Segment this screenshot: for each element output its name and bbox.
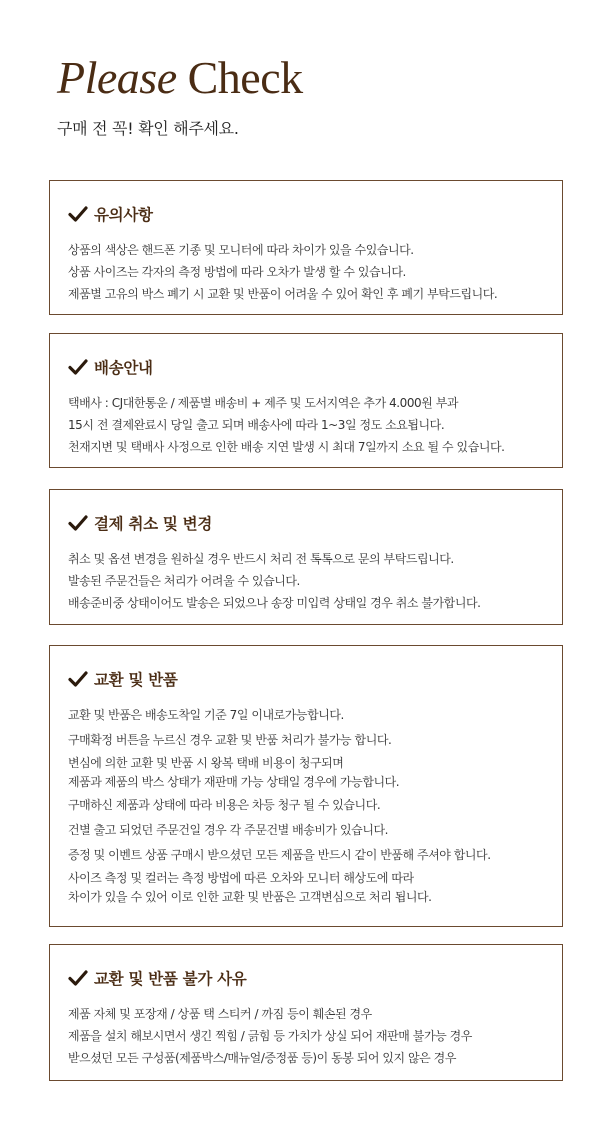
page-subtitle: 구매 전 꼭! 확인 해주세요.: [57, 119, 239, 138]
section-no-return: [49, 944, 563, 1081]
section-line: 구매확정 버튼을 누르신 경우 교환 및 반품 처리가 불가능 합니다.: [68, 733, 392, 747]
section-notes: [49, 180, 563, 315]
section-title: 교환 및 반품: [94, 671, 178, 689]
section-line: 상품의 색상은 핸드폰 기종 및 모니터에 따라 차이가 있을 수있습니다.: [68, 243, 414, 257]
section-title: 교환 및 반품 불가 사유: [94, 970, 247, 988]
section-line: 변심에 의한 교환 및 반품 시 왕복 택배 비용이 청구되며 제품과 제품의 박스 상태가 재판매 가능 상태일 경우에 가능합니다.: [68, 756, 400, 789]
page-title-italic: Please: [57, 52, 177, 103]
section-line: 배송준비중 상태이어도 발송은 되었으나 송장 미입력 상태일 경우 취소 불가합니다.: [68, 596, 481, 610]
section-header: [68, 512, 544, 534]
section-header: [68, 668, 544, 690]
section-line: 구매하신 제품과 상태에 따라 비용은 차등 청구 될 수 있습니다.: [68, 798, 381, 812]
section-line: 증정 및 이벤트 상품 구매시 받으셨던 모든 제품을 반드시 같이 반품해 주셔야 합니다.: [68, 848, 491, 862]
check-icon: [68, 204, 88, 224]
section-line: 천재지변 및 택배사 사정으로 인한 배송 지연 발생 시 최대 7일까지 소요 될 수 있습니다.: [68, 440, 505, 454]
section-line: 제품을 설치 해보시면서 생긴 찍힘 / 긁힘 등 가치가 상실 되어 재판매 불가능 경우: [68, 1029, 472, 1043]
section-exchange-return: [49, 645, 563, 927]
check-icon: [68, 357, 88, 377]
section-line: 발송된 주문건들은 처리가 어려울 수 있습니다.: [68, 574, 300, 588]
section-line: 교환 및 반품은 배송도착일 기준 7일 이내로가능합니다.: [68, 708, 344, 722]
page-title: [57, 52, 303, 104]
section-title: 배송안내: [94, 359, 153, 377]
section-line: 15시 전 결제완료시 당일 출고 되며 배송사에 따라 1~3일 정도 소요됩니다.: [68, 418, 445, 432]
section-line: 제품 자체 및 포장재 / 상품 택 스티커 / 까짐 등이 훼손된 경우: [68, 1007, 372, 1021]
section-title: 결제 취소 및 변경: [94, 515, 213, 533]
section-header: [68, 356, 544, 378]
check-icon: [68, 968, 88, 988]
check-icon: [68, 513, 88, 533]
section-line: 사이즈 측정 및 컬러는 측정 방법에 따른 오차와 모니터 해상도에 따라 차이가 있을 수 있어 이로 인한 교환 및 반품은 고객변심으로 처리 됩니다.: [68, 871, 432, 904]
page-header: [57, 52, 303, 139]
section-header: [68, 967, 544, 989]
section-line: 건별 출고 되었던 주문건일 경우 각 주문건별 배송비가 있습니다.: [68, 823, 388, 837]
section-line: 제품별 고유의 박스 폐기 시 교환 및 반품이 어려울 수 있어 확인 후 폐기 부탁드립니다.: [68, 287, 498, 301]
section-header: [68, 203, 544, 225]
section-payment-cancel: [49, 489, 563, 625]
section-shipping: [49, 333, 563, 468]
section-line: 택배사 : CJ대한통운 / 제품별 배송비 + 제주 및 도서지역은 추가 4.000원 부과: [68, 396, 458, 410]
check-icon: [68, 669, 88, 689]
section-line: 받으셨던 모든 구성품(제품박스/매뉴얼/증정품 등)이 동봉 되어 있지 않은 경우: [68, 1051, 456, 1065]
section-line: 취소 및 옵션 변경을 원하실 경우 반드시 처리 전 톡톡으로 문의 부탁드립니다.: [68, 552, 454, 566]
section-title: 유의사항: [94, 206, 153, 224]
page-title-rest: Check: [187, 52, 303, 103]
section-line: 상품 사이즈는 각자의 측정 방법에 따라 오차가 발생 할 수 있습니다.: [68, 265, 406, 279]
